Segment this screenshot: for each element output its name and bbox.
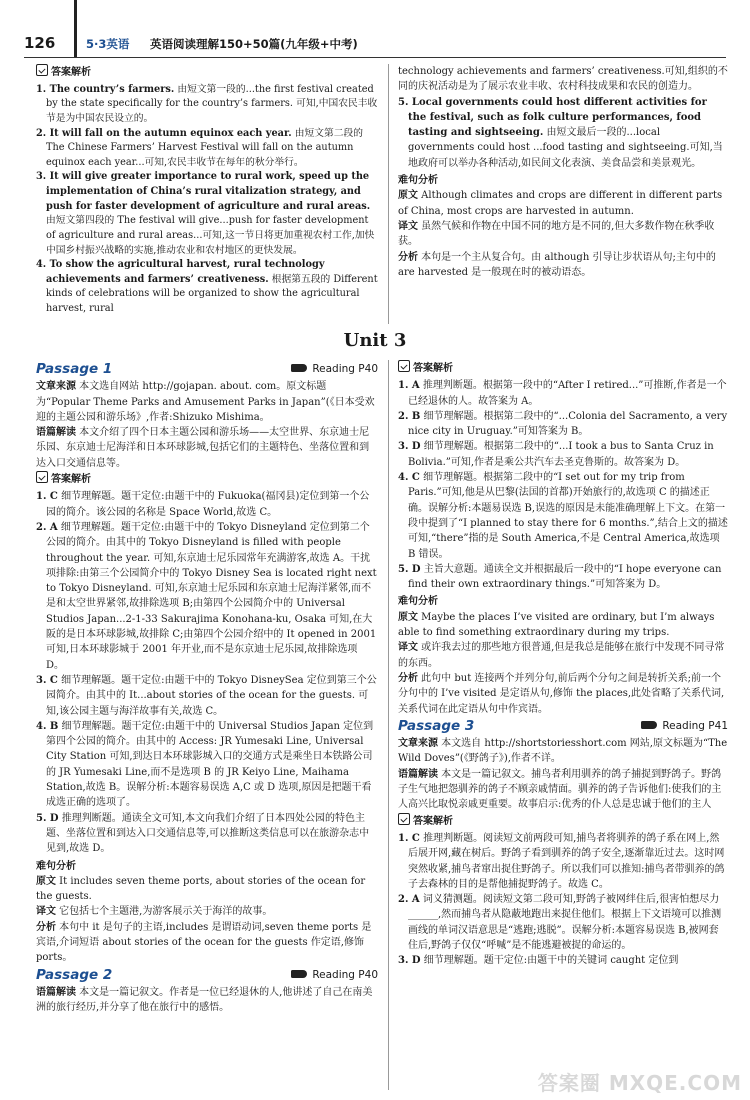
answer-check-icon [36,471,48,483]
answer-explanation: 由短文第四段的 The festival will give...push for faster development of agriculture and rural areas...可知,这一节日将更加重视农村工作,加快中国乡村振兴战略的实施,推动农业和农村地区的更快发展。 [46,215,375,256]
answer-key: 4. B [36,720,59,732]
paragraph-label: 译文 [398,220,418,232]
answer-explanation: 细节理解题。根据第二段中的“I set out for my trip from Paris.”可知,他是从巴黎(法国的首都)开始旅行的,故选项 C 的描述正确。误解分析:本题易误选 B,误选的原因是未能准确理解上下文。在第一段中提到了“I planned to stay there for 6 months.”,结合上文的描述可知,“there”指的是 South America,不是 Central America,故选项 B 错误。 [408,472,728,560]
paragraph-label: 原文 [398,611,418,623]
heading-text: 答案解析 [413,815,453,827]
labeled-paragraph [36,985,378,1016]
answer-key: 3. D [398,441,421,453]
paragraph-text: 它包括七个主题港,为游客展示关于海洋的故事。 [56,906,273,918]
top-left-column [36,64,378,317]
header-rule [24,57,726,58]
answer-key: 5. D [36,812,59,824]
labeled-paragraph [36,379,378,425]
paragraph-text: 本文选自 http://shortstoriesshort.com 网站,原文标题为“The Wild Doves”(《野鸽子》),作者不详。 [398,738,728,765]
reading-page: Reading P40 [312,968,378,981]
paragraph-label: 分析 [398,672,418,684]
answer-heading [398,813,728,829]
answer-item [36,719,378,811]
paragraph-label: 文章来源 [36,381,76,393]
pointing-hand-icon [291,364,307,372]
heading-text: 答案解析 [51,67,91,78]
answer-item [398,953,728,968]
paragraph: technology achievements and farmers’ creativeness.可知,组织的不同的庆祝活动是为了展示农业丰收、农村科技成果和农民的创造力。 [398,66,728,93]
header-bar [74,0,77,58]
answer-item [36,258,378,317]
answer-explanation: 细节理解题。题干定位:由题干中的 Tokyo Disneyland 定位到第二个公园的简介。由其中的 Tokyo Disneyland is filled with people throughout the year. 可知,东京迪士尼乐园常年充满游客,故选 A。干扰项排除:由第三个公园简介中的 Tokyo Disney Sea is located right next to Tokyo Disneyland. 可知,东京迪士尼乐园和东京迪士尼海洋紧邻,而不是和太空世界紧邻,故排除选项 B;由第四个公园简介中的 Universal Studios Japan...2-1-33 Sakurajima Konohana-ku, Osaka 可知,在大阪的是日本环球影城,故排除 C;由第四个公园介绍中的 It opened in 2001 可知,日本环球影城于 2001 年开业,而不是东京迪士尼乐园,故排除选项 D。 [46,521,377,671]
answer-explanation: 由短文第一段的...the first festival created by the state specifically for the country’s farmers. 可知,中国农民丰收节是为中国农民设立的。 [46,83,378,124]
bottom-right-column [398,360,728,969]
passage-title: Passage 1 [36,361,113,377]
paragraph-label: 语篇解读 [36,986,76,998]
labeled-paragraph [398,610,728,641]
paragraph-label: 原文 [36,875,56,887]
answer-heading [36,471,378,487]
answer-key: 5. Local governments could host different activities for the festival, such as folk culture performances, food tasting and sightseeing. [398,96,707,139]
paragraph-label: 分析 [398,251,418,263]
paragraph-text: 或许我去过的那些地方很普通,但是我总是能够在旅行中发现不同寻常的东西。 [398,642,725,669]
labeled-paragraph [398,250,728,281]
answer-key: 3. It will give greater importance to rural work, speed up the implementation of China’s rural vitalization strategy, and push for faster development of agriculture and rural areas. [36,171,371,212]
answer-key: 4. To show the agricultural harvest, rural technology achievements and farmers’ creativeness. [36,259,325,285]
answer-item [398,439,728,470]
column-divider-bottom [388,360,389,1090]
answer-item [398,562,728,593]
labeled-paragraph [398,736,728,767]
answer-key: 1. A [398,380,420,392]
answer-key: 1. The country’s farmers. [36,83,175,95]
labeled-paragraph [36,425,378,471]
labeled-paragraph [398,219,728,250]
answer-check-icon [398,813,410,825]
reading-ref [291,968,378,983]
answer-explanation: 由短文最后一段的...local governments could host ...food tasting and sightseeing.可知,当地政府可以举办各种活动,如民间文化表演、美食品尝和美景观光。 [408,127,723,169]
book-title: 英语阅读理解150+50篇(九年级+中考) [150,37,358,51]
paragraph-text: 本句是一个主从复合句。由 although 引导让步状语从句;主句中的 are harvested 是一般现在时的被动语态。 [398,251,716,278]
answer-explanation: 主旨大意题。通读全文并根据最后一段中的“I hope everyone can find their own extraordinary things.”可知答案为 D。 [408,563,722,591]
answer-explanation: 细节理解题。根据第二段中的“...Colonia del Sacramento, a very nice city in Uruguay.”可知答案为 B。 [408,410,728,438]
answer-item [398,892,728,953]
paragraph-text: Although climates and crops are different in different parts of China, most crops are harvested in autumn. [398,190,723,217]
labeled-paragraph [36,874,378,905]
answer-explanation: 细节理解题。题干定位:由题干中的关键词 caught 定位到 [420,955,679,967]
paragraph-text: 本文是一篇记叙文。作者是一位已经退休的人,他讲述了自己在南美洲的旅行经历,并分享了他在旅行中的感悟。 [36,986,373,1014]
bottom-left-column [36,360,378,1015]
paragraph-label: 原文 [398,190,418,202]
answer-heading [36,64,378,81]
answer-item [398,831,728,892]
answer-item [36,170,378,258]
paragraph-text: It includes seven theme ports, about stories of the ocean for the guests. [36,875,366,903]
answer-item [36,127,378,171]
heading-text: 答案解析 [51,474,91,486]
answer-explanation: 细节理解题。根据第二段中的“...I took a bus to Santa Cruz in Bolivia.”可知,作者是乘公共汽车去圣克鲁斯的。故答案为 D。 [408,441,714,468]
answer-key: 2. B [398,410,421,422]
top-right-column [398,64,728,280]
column-divider-top [388,64,389,324]
paragraph-text: 本句中 it 是句子的主语,includes 是谓语动词,seven theme ports 是宾语,介词短语 about stories of the ocean for the guests 作定语,修饰 ports。 [36,921,372,964]
answer-heading [398,360,728,376]
answer-check-icon [36,64,48,76]
answer-item [36,520,378,673]
answer-check-icon [398,360,410,372]
brand-label: 5·3英语 [86,37,130,51]
paragraph-text: 本文选自网站 http://gojapan. about. com。原文标题为“Popular Theme Parks and Amusement Parks in Japan”(《日本受欢迎的主题公园和游乐场》,作者:Shizuko Mishima。 [36,381,375,423]
paragraph-text: 本文是一篇记叙文。捕鸟者利用驯养的鸽子捕捉到野鸽子。野鸽子生气地把怨驯养的鸽子不顾亲戚情面。驯养的鸽子告诉他们:使我们的主人高兴比取悦亲戚更重要。故事启示:优秀的仆人总是忠诚于他们的主人 [398,768,722,811]
labeled-paragraph [36,904,378,919]
answer-explanation: 推理判断题。根据第一段中的“After I retired...”可推断,作者是一个已经退休的人。故答案为 A。 [408,380,727,407]
answer-explanation: 根据第五段的 Different kinds of celebrations will be organized to show the agricultural harvest, rural [46,273,378,314]
passage-header [398,719,728,734]
answer-item [398,470,728,562]
answer-explanation: 推理判断题。通读全文可知,本文向我们介绍了日本四处公园的特色主题、坐落位置和到达入口交通信息等,可以推断这类信息可以在旅游杂志中见到,故选 D。 [46,812,370,855]
answer-item [398,409,728,440]
paragraph-label: 语篇解读 [398,768,438,780]
answer-key: 4. C [398,472,420,484]
answer-key: 2. A [36,521,58,533]
answer-key: 1. C [36,491,58,503]
answer-key: 1. C [398,832,420,844]
subheading: 难句分析 [398,596,438,608]
page-number: 126 [24,34,56,52]
paragraph-label: 文章来源 [398,738,438,750]
passage-header [36,968,378,983]
reading-ref [641,719,728,734]
paragraph-text: 此句中 but 连接两个并列分句,前后两个分句之间是转折关系;前一个分句中的 I’ve visited 是定语从句,修饰 the places,此处省略了关系代词,关系代词在此定语从句中作宾语。 [398,672,725,715]
labeled-paragraph [36,920,378,966]
labeled-paragraph [398,188,728,219]
passage-title: Passage 2 [36,966,113,983]
paragraph-text: Maybe the places I’ve visited are ordinary, but I’m always able to find something extraordinary during my trips. [398,611,715,639]
passage-title: Passage 3 [398,717,475,734]
answer-explanation: 由短文第二段的 The Chinese Farmers’ Harvest Festival will fall on the autumn equinox each year...可知,农民丰收节在每年的秋分举行。 [46,127,363,168]
subheading: 难句分析 [398,175,438,187]
labeled-paragraph [398,640,728,671]
paragraph-text: 虽然气候和作物在中国不同的地方是不同的,但大多数作物在秋季收获。 [398,220,715,248]
answer-explanation: 推理判断题。阅读短文前两段可知,捕鸟者将驯养的鸽子系在网上,然后展开网,藏在树后。野鸽子看到驯养的鸽子安全,逐渐靠近过去。这时网突然收紧,捕鸟者窜出捉住野鸽子。所以我们可以推知:捕鸟者带驯养的鸽子去森林的目的是帮他捕捉野鸽子。故选 C。 [408,832,725,890]
paragraph-label: 语篇解读 [36,427,76,439]
passage-header [36,362,378,377]
unit-title: Unit 3 [343,330,407,351]
answer-explanation: 细节理解题。题干定位:由题干中的 Universal Studios Japan 定位到第四个公园的简介。由其中的 Access: JR Yumesaki Line, Universal City Station 可知,到达日本环球影城入口的交通方式是乘坐日本铁路公司的 JR Yumesaki Line,而不是选项 B 的 JR Keiyo Line, Maihama Station,故选 B。误解分析:本题容易误选 A,C 或 D 选项,原因是把题干看成选正确的选项了。 [46,720,374,809]
reading-ref [291,362,378,377]
answer-key: 5. D [398,563,421,575]
answer-key: 2. It will fall on the autumn equinox each year. [36,127,292,139]
paragraph-text: 本文介绍了四个日本主题公园和游乐场——太空世界、东京迪士尼乐园、东京迪士尼海洋和日本环球影城,包括它们的主题特色、坐落位置和到达入口交通信息等。 [36,427,370,469]
heading-text: 答案解析 [413,363,453,374]
answer-item [398,378,728,409]
subheading: 难句分析 [36,860,76,872]
answer-explanation: 词义猜测题。阅读短文第二段可知,野鸽子被网绊住后,很害怕想尽力______,然而捕鸟者从隐蔽地跑出来捉住他们。根据上下文语境可以推测画线的单词汉语意思是“逃跑;逃脱”。误解分析:本题容易误选 B,被网套住后,野鸽子仅仅“呼喊”是不能逃避被捉的命运的。 [408,894,722,951]
answer-explanation: 细节理解题。题干定位:由题干中的 Fukuoka(福冈县)定位到第一个公园的简介。该公园的名称是 Space World,故选 C。 [46,491,370,518]
watermark: 答案圈 MXQE.COM [537,1071,742,1095]
page-header [0,0,750,58]
answer-key: 3. D [398,955,421,967]
answer-key: 2. A [398,894,420,906]
reading-page: Reading P40 [312,363,378,375]
labeled-paragraph [398,671,728,717]
labeled-paragraph [398,767,728,813]
paragraph-label: 译文 [36,906,56,918]
answer-item [36,489,378,520]
answer-item [398,95,728,171]
paragraph-label: 分析 [36,921,56,933]
answer-item [36,83,378,127]
answer-explanation: 细节理解题。题干定位:由题干中的 Tokyo DisneySea 定位到第三个公园简介。由其中的 It...about stories of the ocean for the guests. 可知,该公园主题与海洋故事有关,故选 C。 [46,674,377,717]
answer-item [36,811,378,857]
reading-page: Reading P41 [662,719,728,732]
answer-item [36,673,378,719]
pointing-hand-icon [291,970,307,978]
paragraph-label: 译文 [398,642,418,654]
pointing-hand-icon [641,721,657,729]
answer-key: 3. C [36,674,58,686]
